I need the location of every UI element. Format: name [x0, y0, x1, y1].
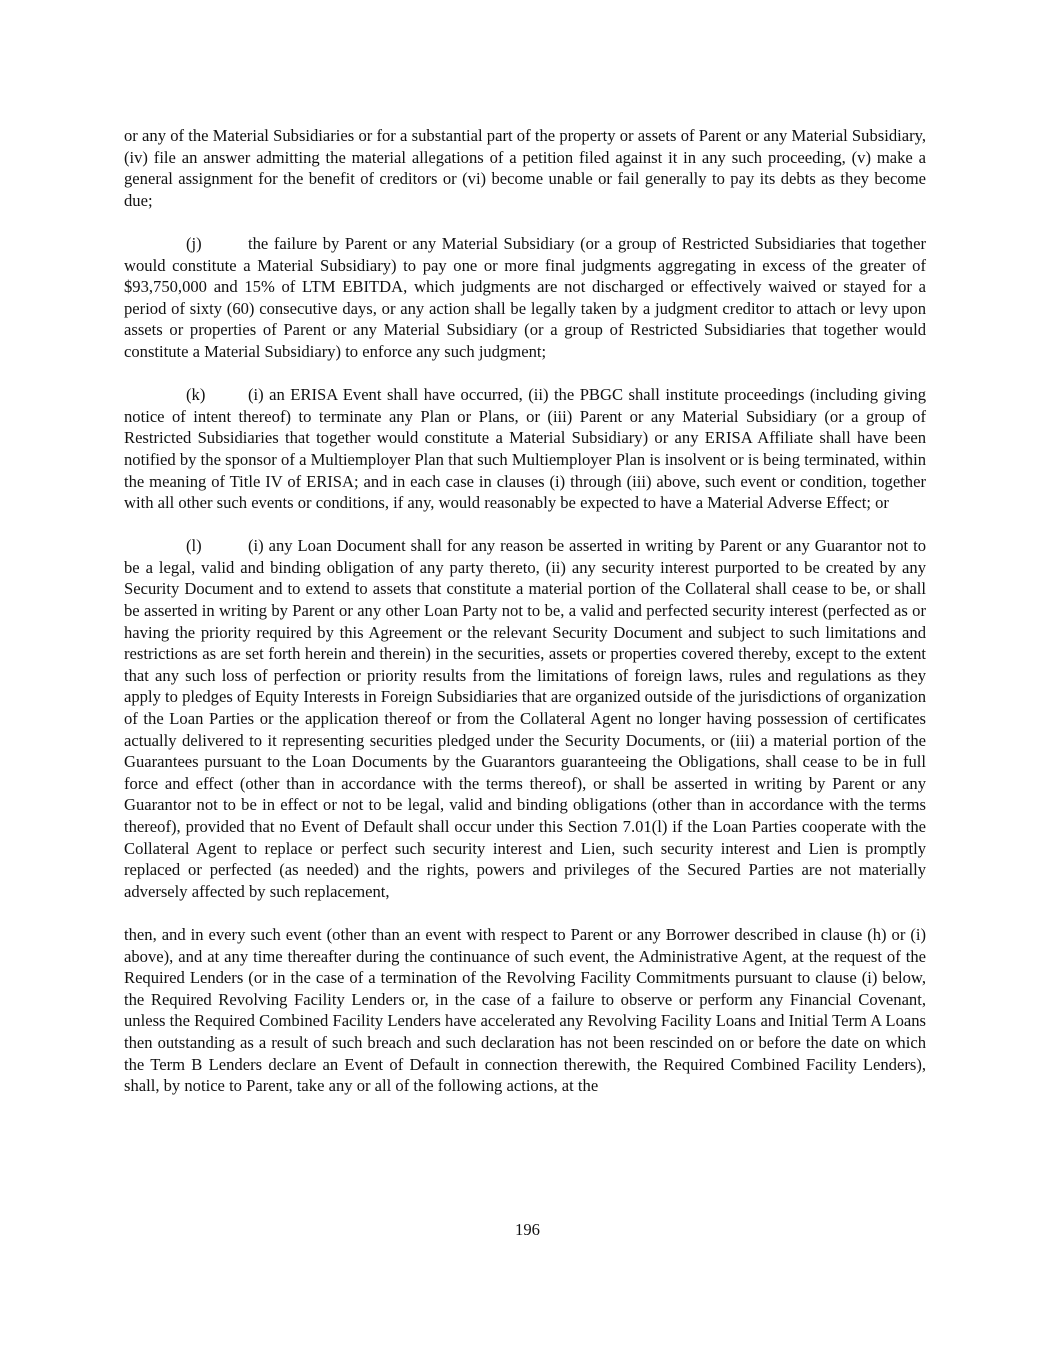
clause-text: (i) an ERISA Event shall have occurred, (ii) the PBGC shall institute proceedings (including giving notice of intent thereof) to terminate any Plan or Plans, or (iii) Parent or any Material Subsidiary (or a group of Restricted Subsidiaries that together would constitute a Material Subsidiary) or any ERISA Affiliate shall have been notified by the sponsor of a Multiemployer Plan that such Multiemployer Plan is insolvent or is being terminated, within the meaning of Title IV of ERISA; and in each case in clauses (i) through (iii) above, such event or condition, together with all other such events or conditions, if any, would reasonably be expected to have a Material Adverse Effect; or: [124, 385, 926, 513]
paragraph-text: then, and in every such event (other than an event with respect to Parent or any Borrower described in clause (h) or (i) above), and at any time thereafter during the continuance of such event, the Administrative Agent, at the request of the Required Lenders (or in the case of a termination of the Revolving Facility Commitments pursuant to clause (i) below, the Required Revolving Facility Lenders or, in the case of a failure to observe or perform any Financial Covenant, unless the Required Combined Facility Lenders have accelerated any Revolving Facility Loans and Initial Term A Loans then outstanding as a result of such breach and such declaration has not been rescinded on or before the date on which the Term B Lenders declare an Event of Default in connection therewith, the Required Combined Facility Lenders), shall, by notice to Parent, take any or all of the following actions, at the: [124, 924, 926, 1096]
clause-label: (k): [186, 385, 206, 405]
paragraph-continuation: [124, 125, 926, 211]
clause-text: (i) any Loan Document shall for any reason be asserted in writing by Parent or any Guarantor not to be a legal, valid and binding obligation of any party thereto, (ii) any security interest purported to be created by any Security Document and to extend to assets that constitute a material portion of the Collateral shall cease to be, or shall be asserted in writing by Parent or any other Loan Party not to be, a valid and perfected security interest (perfected as or having the priority required by this Agreement or the relevant Security Document and subject to such limitations and restrictions as are set forth herein and therein) in the securities, assets or properties covered thereby, except to the extent that any such loss of perfection or priority results from the limitations of foreign laws, rules and regulations as they apply to pledges of Equity Interests in Foreign Subsidiaries that are organized outside of the jurisdictions of organization of the Loan Parties or the application thereof or from the Collateral Agent no longer having possession of certificates actually delivered to it representing securities pledged under the Security Documents, or (iii) a material portion of the Guarantees pursuant to the Loan Documents by the Guarantors guaranteeing the Obligations, shall cease to be in full force and effect (other than in accordance with the terms thereof), or shall be asserted in writing by Parent or any Guarantor not to be in effect or not to be legal, valid and binding obligations (other than in accordance with the terms thereof), provided that no Event of Default shall occur under this Section 7.01(l) if the Loan Parties cooperate with the Collateral Agent to replace or perfect such security interest and Lien, such security interest and Lien is promptly replaced or perfected (as needed) and the rights, powers and privileges of the Secured Parties are not materially adversely affected by such replacement,: [124, 536, 926, 901]
paragraph-text: or any of the Material Subsidiaries or for a substantial part of the property or assets of Parent or any Material Subsidiary, (iv) file an answer admitting the material allegations of a petition filed against it in any such proceeding, (v) make a general assignment for the benefit of creditors or (vi) become unable or fail generally to pay its debts as they become due;: [124, 126, 926, 210]
document-body: [124, 125, 926, 1097]
clause-text: the failure by Parent or any Material Subsidiary (or a group of Restricted Subsidiaries that together would constitute a Material Subsidiary) to pay one or more final judgments aggregating in excess of the greater of $93,750,000 and 15% of LTM EBITDA, which judgments are not discharged or effectively waived or stayed for a period of sixty (60) consecutive days, or any action shall be legally taken by a judgment creditor to attach or levy upon assets or properties of Parent or any Material Subsidiary (or a group of Restricted Subsidiaries that together would constitute a Material Subsidiary) to enforce any such judgment;: [124, 233, 926, 361]
clause-j: [124, 233, 926, 363]
paragraph-then: [124, 924, 926, 1097]
clause-l: [124, 535, 926, 902]
clause-label: (l): [186, 536, 202, 556]
clause-k: [124, 384, 926, 514]
page-number: 196: [515, 1220, 540, 1239]
clause-label: (j): [186, 233, 202, 253]
